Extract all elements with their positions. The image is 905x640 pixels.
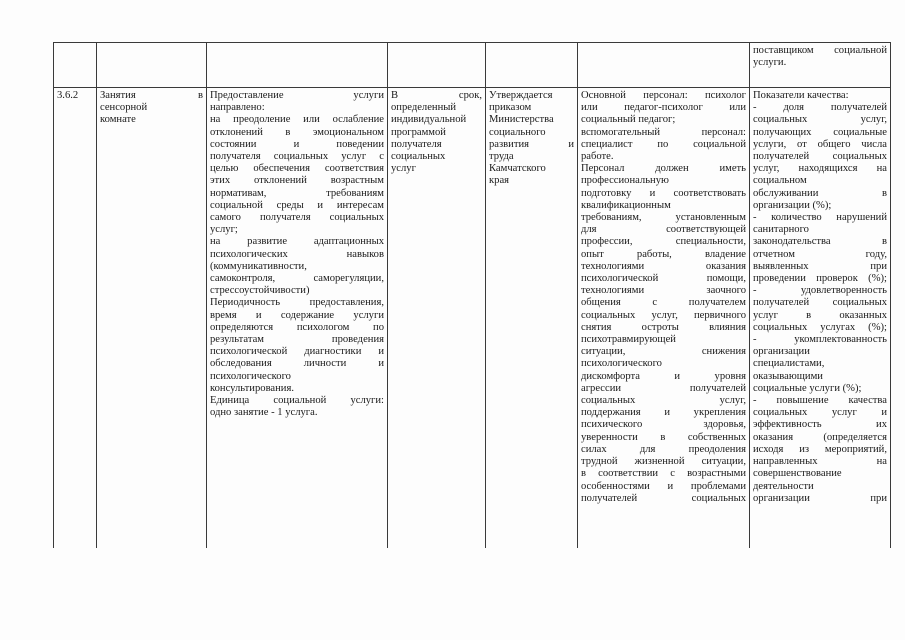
text-line: или педагог-психолог или bbox=[581, 102, 746, 114]
text-line: услуги, от общего числа bbox=[753, 138, 887, 150]
text-line: специалистами, bbox=[753, 358, 825, 370]
text-line: социальные услуги (%); bbox=[753, 382, 862, 394]
text-line: профессиональную bbox=[581, 175, 669, 187]
text-line: ситуации, снижения bbox=[581, 346, 746, 358]
cell-empty bbox=[207, 43, 388, 88]
text-line: для соответствующей bbox=[581, 224, 746, 236]
text-line: консультирования. bbox=[210, 382, 294, 394]
text-line: исходя из мероприятий, bbox=[753, 443, 887, 455]
text-line: одно занятие - 1 услуга. bbox=[210, 407, 318, 419]
text-line: - повышение качества bbox=[753, 395, 887, 407]
text-line: направленных на bbox=[753, 456, 887, 468]
text-line: этих отклонений возрастным bbox=[210, 175, 384, 187]
text-line: агрессии получателей bbox=[581, 382, 746, 394]
text-line: вспомогательный персонал: bbox=[581, 126, 746, 138]
cell-empty bbox=[486, 43, 578, 88]
cell-approval bbox=[486, 88, 578, 549]
text-line: санитарного bbox=[753, 224, 809, 236]
text-line: психологического bbox=[581, 358, 662, 370]
text-line: сенсорной bbox=[100, 102, 148, 114]
text-line: социальных услуг, первичного bbox=[581, 309, 746, 321]
text-line: услуг в оказанных bbox=[753, 309, 887, 321]
text-line: труда bbox=[489, 151, 514, 163]
text-line: психологической помощи, bbox=[581, 273, 746, 285]
text-line: технологиями оказания bbox=[581, 260, 746, 272]
cell-quality-continuation bbox=[750, 43, 891, 88]
text-line: силах для преодоления bbox=[581, 443, 746, 455]
cell-empty bbox=[388, 43, 486, 88]
text-line: нормативам, требованиям bbox=[210, 187, 384, 199]
text-line: выявленных при bbox=[753, 260, 887, 272]
cell-description bbox=[207, 88, 388, 549]
text-line: Утверждается bbox=[489, 90, 553, 101]
text-line: дискомфорта и уровня bbox=[581, 370, 746, 382]
cell-empty bbox=[54, 43, 97, 88]
text-line: снятия остроты влияния bbox=[581, 321, 746, 333]
text-line: обследования личности и bbox=[210, 358, 384, 370]
text-line: (коммуникативности, bbox=[210, 260, 307, 272]
text-line: программой bbox=[391, 126, 446, 138]
text-line: социальный педагог; bbox=[581, 114, 676, 126]
text-line: время и содержание услуги bbox=[210, 309, 384, 321]
text-line: проведении проверок (%); bbox=[753, 273, 887, 285]
text-line: социальной среды и интересам bbox=[210, 199, 384, 211]
text-line: социальном bbox=[753, 175, 807, 187]
text-line: трудной жизненной ситуации, bbox=[581, 456, 746, 468]
text-line: получателей социальных bbox=[753, 297, 887, 309]
text-line: оказания (определяется bbox=[753, 431, 887, 443]
text-line: услуги. bbox=[753, 57, 787, 69]
text-line: получателя социальных услуг с bbox=[210, 151, 384, 163]
text-line: особенностями и проблемами bbox=[581, 480, 746, 492]
text-line: получателей социальных bbox=[753, 151, 887, 163]
text-line: получателей социальных bbox=[581, 492, 746, 504]
text-line: определенный bbox=[391, 102, 457, 114]
text-line: поставщиком социальной bbox=[753, 45, 887, 56]
text-line: направлено: bbox=[210, 102, 265, 114]
text-line: - количество нарушений bbox=[753, 212, 887, 224]
text-line: Занятия в bbox=[100, 90, 203, 101]
text-line: психотравмирующей bbox=[581, 334, 676, 346]
text-line: - удовлетворенность bbox=[753, 285, 887, 297]
text-line: самого получателя социальных bbox=[210, 212, 384, 224]
text-line: отклонений в эмоциональном bbox=[210, 126, 384, 138]
text-line: квалификационным bbox=[581, 199, 671, 211]
text-line: В срок, bbox=[391, 90, 482, 101]
text-line: на развитие адаптационных bbox=[210, 236, 384, 248]
text-line: подготовку и соответствовать bbox=[581, 187, 746, 199]
text-line: стрессоустойчивости) bbox=[210, 285, 310, 297]
text-line: индивидуальной bbox=[391, 114, 467, 126]
cell-term bbox=[388, 88, 486, 549]
text-line: отчетном году, bbox=[753, 248, 887, 260]
text-line: на преодоление или ослабление bbox=[210, 114, 384, 126]
text-line: специалист по социальной bbox=[581, 138, 746, 150]
text-line: Министерства bbox=[489, 114, 554, 126]
text-line: Показатели качества: bbox=[753, 90, 849, 101]
text-line: общения с получателем bbox=[581, 297, 746, 309]
text-line: услуг; bbox=[210, 224, 238, 236]
text-line: организации (%); bbox=[753, 199, 832, 211]
text-line: социального bbox=[489, 126, 546, 138]
text-line: социальных услуг, bbox=[581, 395, 746, 407]
text-line: края bbox=[489, 175, 510, 187]
text-line: развития и bbox=[489, 138, 574, 150]
cell-staff bbox=[578, 88, 750, 549]
text-line: технологиями заочного bbox=[581, 285, 746, 297]
text-line: получающих социальные bbox=[753, 126, 887, 138]
table-row bbox=[54, 43, 891, 88]
text-line: - доля получателей bbox=[753, 102, 887, 114]
text-line: психологических навыков bbox=[210, 248, 384, 260]
text-line: социальных bbox=[391, 151, 446, 163]
text-line: социальных услуг и bbox=[753, 407, 887, 419]
row-number: 3.6.2 bbox=[57, 90, 79, 101]
cell-quality bbox=[750, 88, 891, 549]
text-line: психологического bbox=[210, 370, 291, 382]
text-line: Предоставление услуги bbox=[210, 90, 384, 101]
text-line: опыт работы, владение bbox=[581, 248, 746, 260]
text-line: совершенствование bbox=[753, 468, 842, 480]
text-line: Персонал должен иметь bbox=[581, 163, 746, 175]
text-line: профессии, специальности, bbox=[581, 236, 746, 248]
text-line: Единица социальной услуги: bbox=[210, 395, 384, 407]
text-line: самоконтроля, саморегуляции, bbox=[210, 273, 384, 285]
text-line: Основной персонал: психолог bbox=[581, 90, 746, 101]
text-line: получателя bbox=[391, 138, 442, 150]
text-line: социальных услуг, bbox=[753, 114, 887, 126]
text-line: результатам проведения bbox=[210, 334, 384, 346]
text-line: приказом bbox=[489, 102, 532, 114]
text-line: оказывающими bbox=[753, 370, 823, 382]
text-line: - укомплектованность bbox=[753, 334, 887, 346]
text-line: услуг bbox=[391, 163, 416, 175]
text-line: организации при bbox=[753, 492, 887, 504]
text-line: деятельности bbox=[753, 480, 814, 492]
text-line: социальных услугах (%); bbox=[753, 321, 887, 333]
text-line: поддержания и укрепления bbox=[581, 407, 746, 419]
text-line: психологической диагностики и bbox=[210, 346, 384, 358]
table-row bbox=[54, 88, 891, 549]
text-line: услуг, находящихся на bbox=[753, 163, 887, 175]
text-line: уверенности в собственных bbox=[581, 431, 746, 443]
text-line: состоянии и поведении bbox=[210, 138, 384, 150]
text-line: целью обеспечения соответствия bbox=[210, 163, 384, 175]
services-table bbox=[53, 42, 891, 548]
cell-empty bbox=[578, 43, 750, 88]
text-line: работе. bbox=[581, 151, 614, 163]
text-line: в соответствии с возрастными bbox=[581, 468, 746, 480]
cell-number bbox=[54, 88, 97, 549]
text-line: Камчатского bbox=[489, 163, 546, 175]
text-line: законодательства в bbox=[753, 236, 887, 248]
text-line: эффективность их bbox=[753, 419, 887, 431]
text-line: обслуживании в bbox=[753, 187, 887, 199]
text-line: психического здоровья, bbox=[581, 419, 746, 431]
cell-service-name bbox=[97, 88, 207, 549]
cell-empty bbox=[97, 43, 207, 88]
text-line: комнате bbox=[100, 114, 136, 126]
text-line: организации bbox=[753, 346, 810, 358]
text-line: требованиям, установленным bbox=[581, 212, 746, 224]
text-line: Периодичность предоставления, bbox=[210, 297, 384, 309]
text-line: определяются психологом по bbox=[210, 321, 384, 333]
